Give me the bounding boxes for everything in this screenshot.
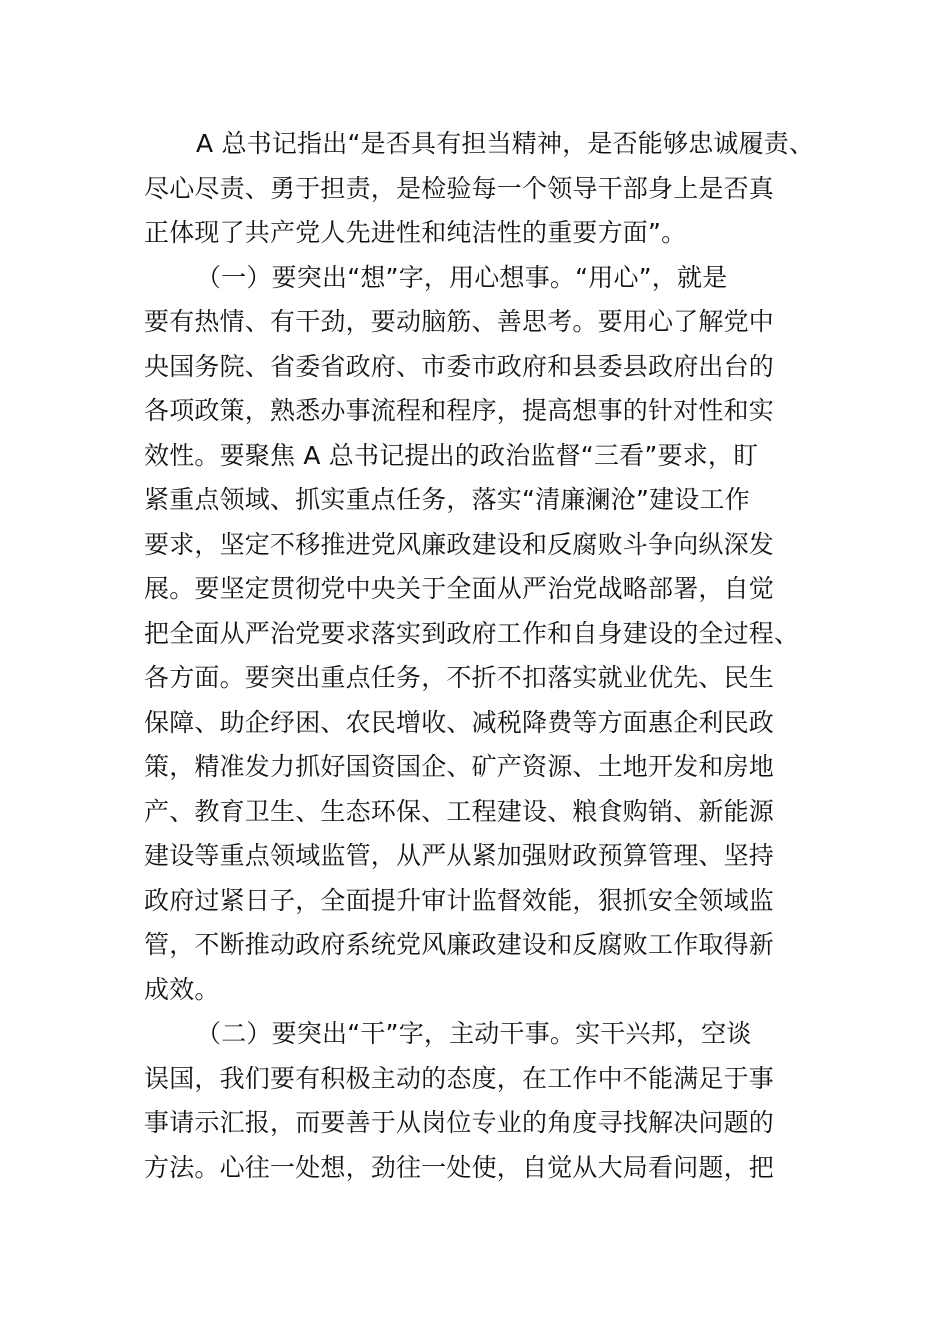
text-line: 成效。 — [144, 974, 220, 1004]
text-line: 事请示汇报，而要善于从岗位专业的角度寻找解决问题的 — [144, 1108, 775, 1137]
text-line: 把全面从严治党要求落实到政府工作和自身建设的全过程、 — [144, 618, 800, 648]
text-line: 效性。要聚焦 A 总书记提出的政治监督“三看”要求，盯 — [144, 440, 759, 470]
text-line: 政府过紧日子，全面提升审计监督效能，狠抓安全领域监 — [144, 885, 775, 915]
document-body — [144, 122, 844, 1190]
text-line: A 总书记指出“是否具有担当精神，是否能够忠诚履责、 — [196, 129, 815, 158]
text-line: 展。要坚定贯彻党中央关于全面从严治党战略部署，自觉 — [144, 574, 775, 603]
paragraph-section-two — [144, 1012, 844, 1190]
text-line: 策，精准发力抓好国资国企、矿产资源、土地开发和房地 — [144, 752, 775, 781]
text-line: 要有热情、有干劲，要动脑筋、善思考。要用心了解党中 — [144, 307, 775, 336]
text-line: 产、教育卫生、生态环保、工程建设、粮食购销、新能源 — [144, 796, 775, 826]
text-line: 方法。心往一处想，劲往一处使，自觉从大局看问题，把 — [144, 1152, 775, 1182]
text-line: 各项政策，熟悉办事流程和程序，提高想事的针对性和实 — [144, 396, 775, 425]
text-line: 正体现了共产党人先进性和纯洁性的重要方面”。 — [144, 218, 687, 247]
text-line: 各方面。要突出重点任务，不折不扣落实就业优先、民生 — [144, 663, 775, 692]
text-line: 紧重点领域、抓实重点任务，落实“清廉澜沧”建设工作 — [144, 485, 750, 514]
text-line: 管，不断推动政府系统党风廉政建设和反腐败工作取得新 — [144, 930, 775, 959]
text-line: （二）要突出“干”字，主动干事。实干兴邦，空谈 — [196, 1019, 752, 1048]
text-line: 保障、助企纾困、农民增收、减税降费等方面惠企利民政 — [144, 707, 775, 737]
text-line: 要求，坚定不移推进党风廉政建设和反腐败斗争向纵深发 — [144, 529, 775, 559]
text-line: 央国务院、省委省政府、市委市政府和县委县政府出台的 — [144, 351, 775, 381]
text-line: 尽心尽责、勇于担责，是检验每一个领导干部身上是否真 — [144, 173, 775, 203]
paragraph-section-one — [144, 256, 844, 1013]
text-line: 误国，我们要有积极主动的态度，在工作中不能满足于事 — [144, 1063, 775, 1093]
paragraph-intro-quote — [144, 122, 844, 256]
text-line: 建设等重点领域监管，从严从紧加强财政预算管理、坚持 — [144, 841, 775, 870]
text-line: （一）要突出“想”字，用心想事。“用心”，就是 — [196, 262, 728, 292]
